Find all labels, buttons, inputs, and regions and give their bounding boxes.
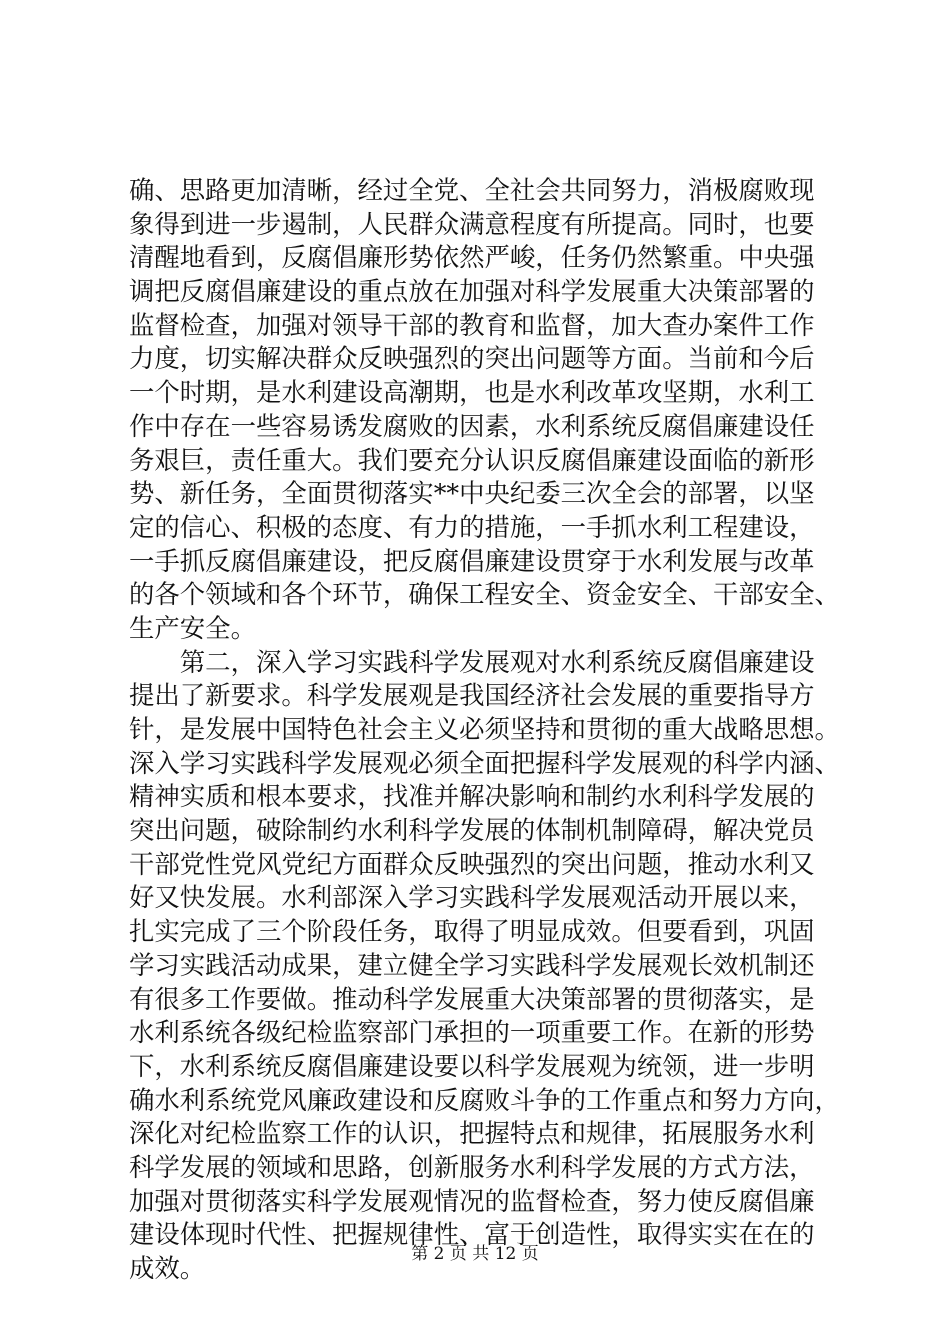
text-line: 作中存在一些容易诱发腐败的因素，水利系统反腐倡廉建设任 <box>129 410 815 441</box>
text-line: 针，是发展中国特色社会主义必须坚持和贯彻的重大战略思想。 <box>129 714 840 744</box>
body-text <box>129 174 849 1286</box>
page-number-footer: 第 2 页 共 12 页 <box>411 1244 539 1264</box>
text-line: 深入学习实践科学发展观必须全面把握科学发展观的科学内涵、 <box>129 747 840 778</box>
text-line: 干部党性党风党纪方面群众反映强烈的突出问题，推动水利又 <box>129 848 815 879</box>
text-line: 势、新任务，全面贯彻落实**中央纪委三次全会的部署，以坚 <box>129 478 815 509</box>
text-line: 加强对贯彻落实科学发展观情况的监督检查，努力使反腐倡廉 <box>129 1185 815 1216</box>
text-line: 监督检查，加强对领导干部的教育和监督，加大查办案件工作 <box>129 309 815 340</box>
text-line: 科学发展的领域和思路，创新服务水利科学发展的方式方法， <box>129 1151 815 1182</box>
text-line: 精神实质和根本要求，找准并解决影响和制约水利科学发展的 <box>129 781 815 812</box>
text-line: 调把反腐倡廉建设的重点放在加强对科学发展重大决策部署的 <box>129 276 815 307</box>
text-line: 深化对纪检监察工作的认识，把握特点和规律，拓展服务水利 <box>129 1118 815 1149</box>
text-line: 确水利系统党风廉政建设和反腐败斗争的工作重点和努力方向， <box>129 1084 840 1115</box>
text-line: 的各个领域和各个环节，确保工程安全、资金安全、干部安全、 <box>129 579 840 610</box>
text-line: 有很多工作要做。推动科学发展重大决策部署的贯彻落实，是 <box>129 983 815 1014</box>
text-line: 学习实践活动成果，建立健全学习实践科学发展观长效机制还 <box>129 949 815 980</box>
text-line: 突出问题，破除制约水利科学发展的体制机制障碍，解决党员 <box>129 815 815 846</box>
text-line: 下，水利系统反腐倡廉建设要以科学发展观为统领，进一步明 <box>129 1050 815 1081</box>
text-line: 扎实完成了三个阶段任务，取得了明显成效。但要看到，巩固 <box>129 916 815 947</box>
text-line: 确、思路更加清晰，经过全党、全社会共同努力，消极腐败现 <box>129 175 815 205</box>
text-line: 务艰巨，责任重大。我们要充分认识反腐倡廉建设面临的新形 <box>129 444 815 475</box>
text-line: 成效。 <box>129 1253 206 1283</box>
paragraph-start-line: 第二，深入学习实践科学发展观对水利系统反腐倡廉建设 <box>129 646 815 677</box>
text-line: 清醒地看到，反腐倡廉形势依然严峻，任务仍然繁重。中央强 <box>129 242 815 273</box>
text-line: 力度，切实解决群众反映强烈的突出问题等方面。当前和今后 <box>129 343 815 374</box>
text-line: 好又快发展。水利部深入学习实践科学发展观活动开展以来， <box>129 882 815 913</box>
text-line: 定的信心、积极的态度、有力的措施，一手抓水利工程建设， <box>129 511 815 542</box>
text-line: 水利系统各级纪检监察部门承担的一项重要工作。在新的形势 <box>129 1017 815 1048</box>
text-line: 提出了新要求。科学发展观是我国经济社会发展的重要指导方 <box>129 680 815 711</box>
text-line: 一个时期，是水利建设高潮期，也是水利改革攻坚期，水利工 <box>129 377 815 408</box>
text-line: 建设体现时代性、把握规律性、富于创造性，取得实实在在的 <box>129 1219 815 1250</box>
text-line: 象得到进一步遏制，人民群众满意程度有所提高。同时，也要 <box>129 208 815 239</box>
text-line: 一手抓反腐倡廉建设，把反腐倡廉建设贯穿于水利发展与改革 <box>129 545 815 576</box>
text-line: 生产安全。 <box>129 612 256 643</box>
